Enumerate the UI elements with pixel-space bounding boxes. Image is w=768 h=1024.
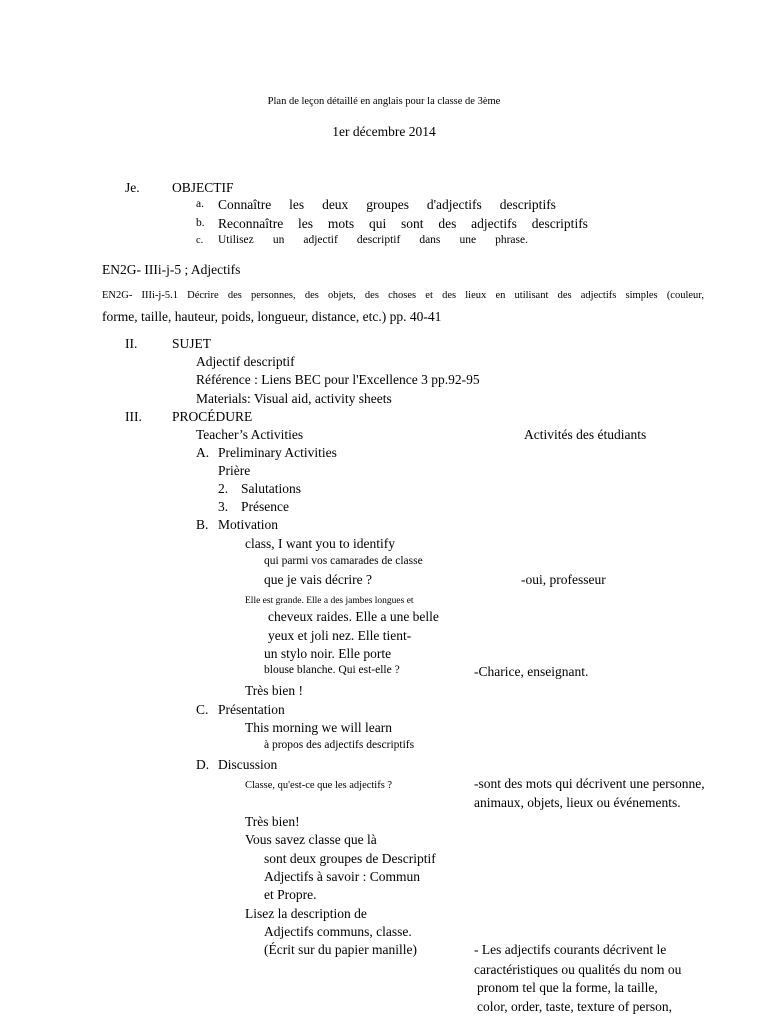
- teacher-activities-heading: Teacher’s Activities: [196, 427, 304, 442]
- word: et: [425, 290, 433, 301]
- motivation-bullet-2: Elle est grande. Elle a des jambes longues et: [245, 596, 414, 606]
- step-title-preliminary: Preliminary Activities: [218, 445, 337, 460]
- motivation-bullet-2-line4: un stylo noir. Elle porte: [264, 646, 392, 661]
- word: en: [495, 290, 506, 301]
- objective-letter-b: b.: [196, 217, 205, 229]
- word: les: [298, 216, 314, 231]
- word: qui: [368, 216, 387, 231]
- word: descriptifs: [531, 216, 588, 231]
- student-response-4-line3: pronom tel que la forme, la taille,: [477, 980, 658, 995]
- student-response-2: -Charice, enseignant.: [474, 664, 589, 679]
- word: EN2G-: [102, 290, 133, 301]
- motivation-bullet-2-line3: yeux et joli nez. Elle tient-: [268, 628, 412, 643]
- step-title-motivation: Motivation: [218, 517, 278, 532]
- subject-reference: Référence : Liens BEC pour l'Excellence 3 pp.92-95: [196, 372, 480, 387]
- discussion-bullet-4: Lisez la description de: [245, 906, 367, 921]
- student-response-3-line1: -sont des mots qui décrivent une personne,: [474, 776, 705, 791]
- preliminary-num-2: 2.: [218, 481, 229, 496]
- document-title: Plan de leçon détaillé en anglais pour la classe de 3ème: [267, 96, 501, 107]
- discussion-bullet-3: Vous savez classe que là: [245, 832, 377, 847]
- discussion-bullet-3-line4: et Propre.: [264, 887, 317, 902]
- word: des: [438, 216, 457, 231]
- discussion-bullet-4-line3: (Écrit sur du papier manille): [264, 942, 417, 957]
- motivation-bullet-1: class, I want you to identify: [245, 536, 395, 551]
- word: descriptif: [356, 234, 401, 246]
- objective-letter-c: c.: [196, 235, 204, 246]
- objective-item-b: [218, 217, 588, 231]
- section-numeral-objective: Je.: [125, 180, 140, 195]
- motivation-bullet-2-line5: blouse blanche. Qui est-elle ?: [264, 664, 400, 676]
- presentation-bullet: This morning we will learn: [245, 720, 392, 735]
- word: des: [557, 290, 572, 301]
- word: choses: [388, 290, 417, 301]
- objective-item-a: [218, 198, 556, 212]
- word: Décrire: [187, 290, 219, 301]
- word: deux: [322, 197, 349, 212]
- discussion-bullet-2: Très bien!: [245, 814, 300, 829]
- step-letter-b: B.: [196, 517, 209, 532]
- word: d'adjectifs: [426, 197, 482, 212]
- word: dans: [419, 234, 441, 246]
- word: utilisant: [514, 290, 549, 301]
- word: adjectif: [303, 234, 338, 246]
- word: Reconnaître: [218, 216, 284, 231]
- step-title-discussion: Discussion: [218, 757, 278, 772]
- subject-topic: Adjectif descriptif: [196, 354, 295, 369]
- word: des: [304, 290, 319, 301]
- student-response-4-line1: - Les adjectifs courants décrivent le: [474, 942, 667, 957]
- word: personnes,: [251, 290, 296, 301]
- word: (couleur,: [666, 290, 704, 301]
- presentation-bullet-line2: à propos des adjectifs descriptifs: [264, 739, 415, 751]
- objective-item-c: [218, 235, 528, 247]
- step-letter-a: A.: [196, 445, 210, 460]
- discussion-bullet-3-line3: Adjectifs à savoir : Commun: [264, 869, 420, 884]
- discussion-bullet-1: Classe, qu'est-ce que les adjectifs ?: [245, 780, 393, 791]
- section-heading-objective: OBJECTIF: [172, 180, 234, 195]
- step-letter-c: C.: [196, 702, 209, 717]
- word: objets,: [328, 290, 356, 301]
- discussion-bullet-4-line2: Adjectifs communs, classe.: [264, 924, 412, 939]
- word: une: [459, 234, 477, 246]
- preliminary-item-prayer: Prière: [218, 463, 251, 478]
- word: simples: [625, 290, 658, 301]
- word: les: [289, 197, 305, 212]
- document-date: 1er décembre 2014: [332, 124, 436, 139]
- word: un: [272, 234, 285, 246]
- word: adjectifs: [471, 216, 517, 231]
- motivation-bullet-3: Très bien !: [245, 683, 304, 698]
- preliminary-item-attendance: Présence: [241, 499, 289, 514]
- competency-description-line1: [102, 291, 704, 302]
- student-response-4-line2: caractéristiques ou qualités du nom ou: [474, 962, 682, 977]
- section-heading-subject: SUJET: [172, 336, 212, 351]
- word: des: [442, 290, 457, 301]
- word: Utilisez: [218, 234, 254, 246]
- word: phrase.: [495, 234, 528, 246]
- preliminary-item-greetings: Salutations: [241, 481, 301, 496]
- motivation-bullet-1-line2: qui parmi vos camarades de classe: [264, 555, 423, 567]
- word: sont: [401, 216, 424, 231]
- word: Connaître: [218, 197, 272, 212]
- word: descriptifs: [499, 197, 556, 212]
- word: groupes: [366, 197, 409, 212]
- motivation-bullet-2-line2: cheveux raides. Elle a une belle: [268, 609, 439, 624]
- word: adjectifs: [580, 290, 617, 301]
- word: IIIi-j-5.1: [141, 290, 178, 301]
- competency-description-line2: forme, taille, hauteur, poids, longueur, distance, etc.) pp. 40-41: [102, 309, 442, 324]
- student-response-3-line2: animaux, objets, lieux ou événements.: [474, 795, 681, 810]
- motivation-bullet-1-line3: que je vais décrire ?: [264, 572, 372, 587]
- word: des: [227, 290, 242, 301]
- competency-code: EN2G- IIIi-j-5 ; Adjectifs: [102, 262, 241, 277]
- discussion-bullet-3-line2: sont deux groupes de Descriptif: [264, 851, 436, 866]
- section-numeral-subject: II.: [125, 336, 138, 351]
- objective-letter-a: a.: [196, 198, 204, 210]
- section-heading-procedure: PROCÉDURE: [172, 409, 253, 424]
- student-response-4-line4: color, order, taste, texture of person,: [477, 999, 672, 1014]
- word: des: [364, 290, 379, 301]
- student-activities-heading: Activités des étudiants: [524, 427, 647, 442]
- preliminary-num-3: 3.: [218, 499, 229, 514]
- step-title-presentation: Présentation: [218, 702, 285, 717]
- word: lieux: [465, 290, 487, 301]
- step-letter-d: D.: [196, 757, 210, 772]
- subject-materials: Materials: Visual aid, activity sheets: [196, 391, 392, 406]
- section-numeral-procedure: III.: [125, 409, 142, 424]
- word: mots: [327, 216, 355, 231]
- student-response-1: -oui, professeur: [521, 572, 606, 587]
